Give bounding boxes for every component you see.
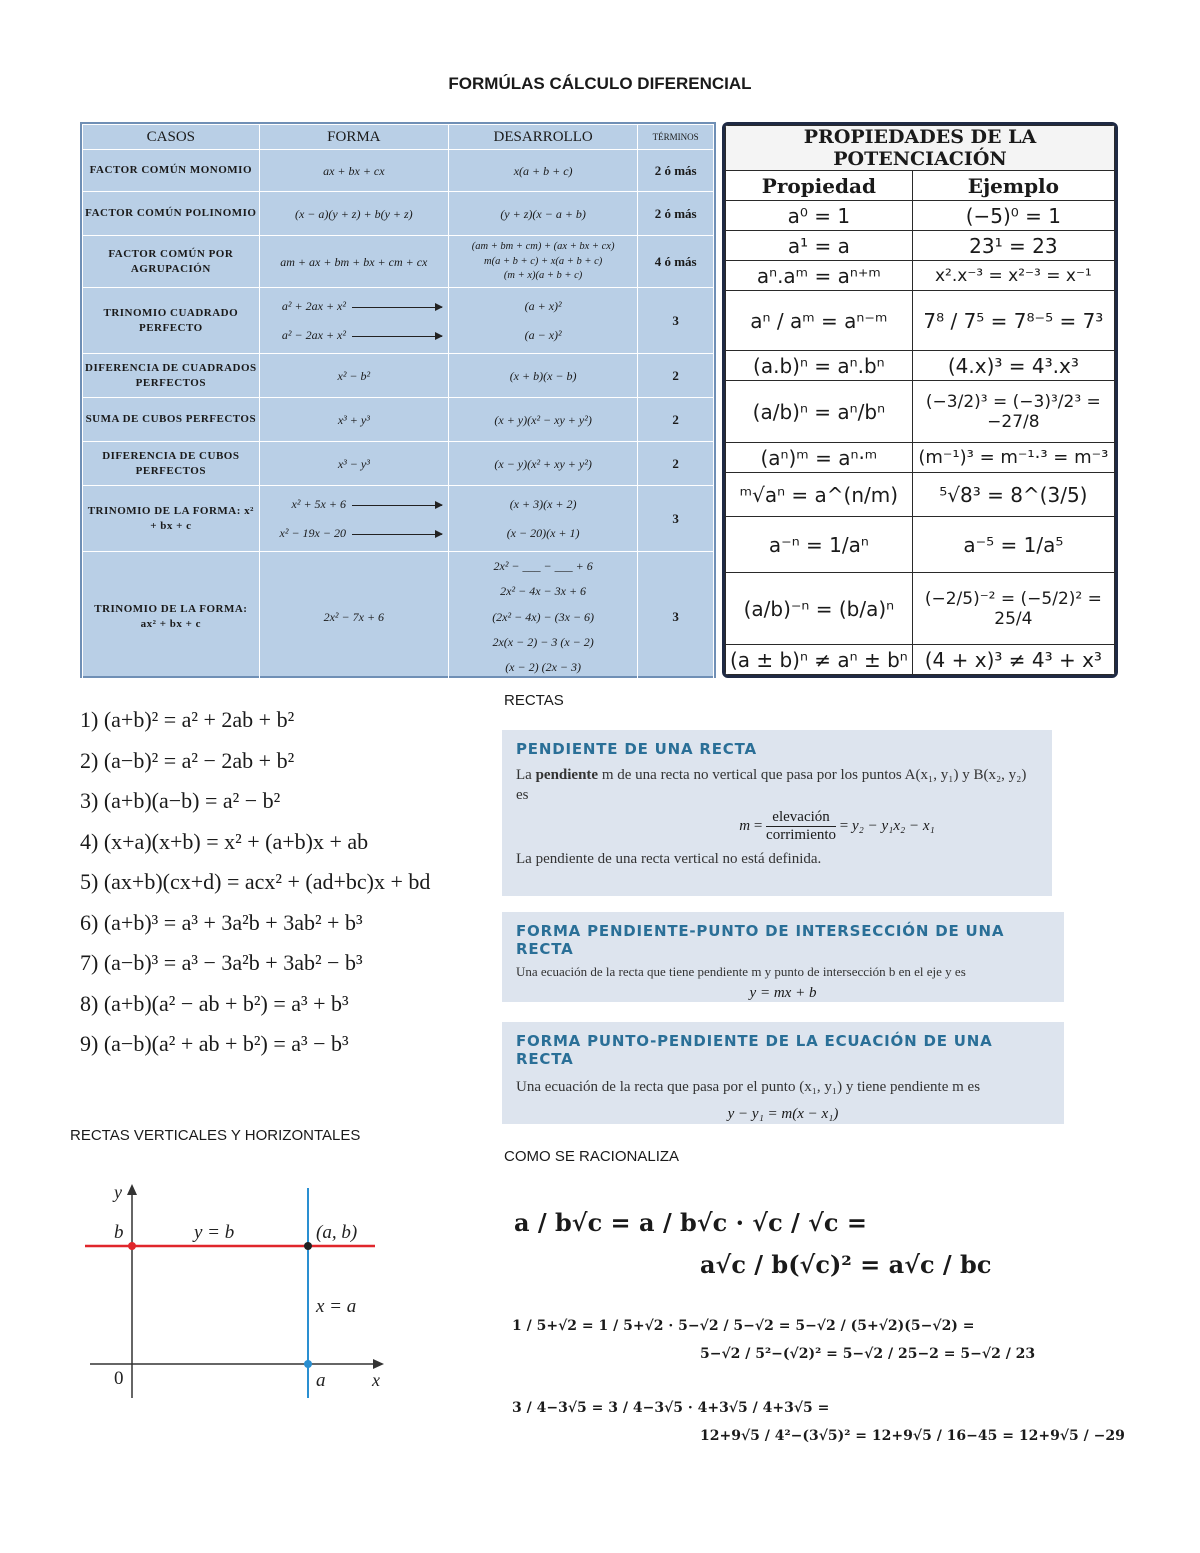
rac-step: a / b√c · √c / √c [639, 1208, 839, 1237]
desarrollo-line: (x + 3)(x + 2) [509, 496, 577, 511]
arrow-icon [352, 307, 442, 308]
y-arrow-icon [127, 1184, 137, 1195]
ejemplo-cell: x².x⁻³ = x²⁻³ = x⁻¹ [912, 261, 1114, 291]
identity-item: 9) (a−b)(a² + ab + b²) = a³ − b³ [80, 1031, 349, 1056]
propiedad-cell: aⁿ.aᵐ = aⁿ⁺ᵐ [726, 261, 913, 291]
racionaliza-line-1: a / b√c = a / b√c · √c / √c = [514, 1208, 868, 1237]
terminos-cell: 3 [638, 288, 714, 354]
terminos-cell: 2 [638, 442, 714, 486]
rac-step: a / b√c [514, 1208, 603, 1237]
terminos-cell: 3 [638, 486, 714, 552]
propiedad-cell: (a ± b)ⁿ ≠ aⁿ ± bⁿ [726, 645, 913, 675]
caso-cell: FACTOR COMÚN POLINOMIO [83, 192, 260, 236]
desarrollo-cell: (x − y)(x² + xy + y²) [494, 456, 592, 471]
interseccion-eq: y = mx + b [749, 984, 817, 1001]
forma-cell: ax + bx + cx [323, 163, 385, 178]
caso-cell: DIFERENCIA DE CUADRADOS PERFECTOS [83, 354, 260, 398]
ejemplo-cell: 7⁸ / 7⁵ = 7⁸⁻⁵ = 7³ [912, 291, 1114, 351]
desarrollo-line: (am + bm + cm) + (ax + bx + cx) [471, 241, 615, 253]
pendiente-bold: pendiente [535, 767, 599, 783]
forma-line: a² + 2ax + x² [281, 298, 346, 313]
forma-cell: x³ − y³ [337, 456, 370, 471]
desarrollo-line: (a + x)² [524, 298, 562, 313]
rac-step: a√c / b(√c)² [700, 1250, 852, 1279]
caso-cell: TRINOMIO CUADRADO PERFECTO [83, 288, 260, 354]
forma-line: x² + 5x + 6 [291, 496, 346, 511]
a-label: a [316, 1370, 326, 1391]
ab-point [304, 1242, 312, 1250]
horizontal-eq: y = b [194, 1222, 235, 1243]
terminos-cell: 2 [638, 398, 714, 442]
desarrollo-line: (x − 20)(x + 1) [506, 525, 580, 540]
propiedad-cell: a⁻ⁿ = 1/aⁿ [726, 517, 913, 573]
desarrollo-cell: x(a + b + c) [513, 163, 573, 178]
b-label: b [114, 1222, 124, 1243]
rac-step: a√c / bc [888, 1250, 992, 1279]
pendiente-text [516, 766, 1038, 805]
desarrollo-line: m(a + b + c) + x(a + b + c) [484, 255, 603, 267]
punto-pendiente-eq: y − y₁ = m(x − x₁) [727, 1105, 839, 1122]
propiedad-cell: (a/b)⁻ⁿ = (b/a)ⁿ [726, 573, 913, 645]
lines-graph [80, 1180, 400, 1410]
rac-step: 1 / 5+√2 · 5−√2 / 5−√2 [598, 1318, 774, 1334]
identities-list [80, 700, 430, 1065]
desarrollo-line: (a − x)² [524, 327, 562, 342]
ejemplo-cell: (m⁻¹)³ = m⁻¹·³ = m⁻³ [912, 443, 1114, 473]
forma-line: a² − 2ax + x² [281, 327, 346, 342]
propiedad-cell: (a/b)ⁿ = aⁿ/bⁿ [726, 381, 913, 443]
caso-cell: FACTOR COMÚN POR AGRUPACIÓN [83, 236, 260, 288]
rac-step: 5−√2 / 25−2 [842, 1346, 939, 1362]
caso-cell: TRINOMIO DE LA FORMA: ax² + bx + c [83, 552, 260, 683]
identity-item: 4) (x+a)(x+b) = x² + (a+b)x + ab [80, 828, 369, 854]
rac-step: 12+9√5 / −29 [1018, 1428, 1125, 1444]
header-forma: FORMA [259, 125, 448, 150]
identity-item: 3) (a+b)(a−b) = a² − b² [80, 788, 281, 813]
terminos-cell: 4 ó más [638, 236, 714, 288]
caso-cell: TRINOMIO DE LA FORMA: x² + bx + c [83, 486, 260, 552]
forma-cell: (x − a)(y + z) + b(y + z) [294, 206, 413, 221]
ejemplo-cell: (−2/5)⁻² = (−5/2)² = 25/4 [912, 573, 1114, 645]
ejemplo-cell: (4 + x)³ ≠ 4³ + x³ [912, 645, 1114, 675]
desarrollo-line: (m + x)(a + b + c) [503, 269, 583, 281]
x-arrow-icon [373, 1359, 384, 1369]
punto-pendiente-heading: FORMA PUNTO-PENDIENTE DE LA ECUACIÓN DE UNA RECTA [516, 1032, 993, 1068]
header-ejemplo: Ejemplo [912, 171, 1114, 201]
rac-step: 12+9√5 / 16−45 [871, 1428, 998, 1444]
caso-cell: FACTOR COMÚN MONOMIO [83, 150, 260, 192]
pendiente-text-start: La [516, 767, 536, 783]
propiedad-cell: a¹ = a [726, 231, 913, 261]
pendiente-note: La pendiente de una recta vertical no está definida. [516, 851, 822, 867]
desarrollo-line: (2x² − 4x) − (3x − 6) [492, 609, 595, 624]
racionaliza-line-2b: 5−√2 / 5²−(√2)² = 5−√2 / 25−2 = 5−√2 / 23 [700, 1346, 1036, 1362]
ejemplo-cell: (−5)⁰ = 1 [912, 201, 1114, 231]
pendiente-text-end: m de una recta no vertical que pasa por los puntos A(x₁, y₁) y B(x₂, y₂) es [516, 767, 1027, 803]
vertical-eq: x = a [316, 1296, 357, 1317]
pendiente-formula: m = $\frac{\text{elevación}}{\text{corrimiento}}$ = y₂ − y₁x₂ − x₁ [739, 809, 935, 843]
racionaliza-line-2: 1 / 5+√2 = 1 / 5+√2 · 5−√2 / 5−√2 = 5−√2 / (5+√2)(5−√2) = [512, 1318, 975, 1334]
rac-step: 5−√2 / (5+√2)(5−√2) [795, 1318, 958, 1334]
rac-step: 3 / 4−3√5 [512, 1400, 587, 1416]
rac-step: 3 / 4−3√5 · 4+3√5 / 4+3√5 [608, 1400, 813, 1416]
racionaliza-line-3b: 12+9√5 / 4²−(3√5)² = 12+9√5 / 16−45 = 12+9√5 / −29 [700, 1428, 1125, 1444]
ejemplo-cell: (−3/2)³ = (−3)³/2³ = −27/8 [912, 381, 1114, 443]
a-point [304, 1360, 312, 1368]
racionaliza-line-3: 3 / 4−3√5 = 3 / 4−3√5 · 4+3√5 / 4+3√5 = [512, 1400, 830, 1416]
identity-item: 8) (a+b)(a² − ab + b²) = a³ + b³ [80, 990, 349, 1016]
rac-step: 1 / 5+√2 [512, 1318, 578, 1334]
forma-cell: am + ax + bm + bx + cm + cx [280, 254, 428, 269]
delta-x: x₂ − x₁ [893, 818, 935, 834]
m-symbol: m [739, 817, 751, 834]
y-axis-label: y [114, 1182, 122, 1202]
terminos-cell: 2 ó más [638, 150, 714, 192]
corrimiento: corrimiento [766, 827, 837, 843]
forma-line: x² − 19x − 20 [279, 525, 346, 540]
interseccion-text: Una ecuación de la recta que tiene pendiente m y punto de intersección b en el eje y es [516, 964, 966, 979]
caso-cell: SUMA DE CUBOS PERFECTOS [83, 398, 260, 442]
powers-table-title: PROPIEDADES DE LA POTENCIACIÓN [726, 126, 1115, 171]
interseccion-box [502, 912, 1064, 1002]
identity-item: 2) (a−b)² = a² − 2ab + b² [80, 747, 295, 773]
punto-pendiente-box [502, 1022, 1064, 1124]
desarrollo-line: (x − 2) (2x − 3) [505, 660, 582, 674]
header-terminos: TÉRMINOS [638, 125, 714, 150]
page-title: FORMÚLAS CÁLCULO DIFERENCIAL [448, 74, 752, 93]
factoring-table [80, 122, 716, 678]
desarrollo-cell: (x + y)(x² − xy + y²) [494, 412, 592, 427]
terminos-cell: 2 [638, 354, 714, 398]
arrow-icon [352, 336, 442, 337]
ejemplo-cell: a⁻⁵ = 1/a⁵ [912, 517, 1114, 573]
identity-item: 1) (a+b)² = a² + 2ab + b² [80, 707, 295, 732]
delta-y: y₂ − y₁ [852, 818, 894, 834]
propiedad-cell: aⁿ / aᵐ = aⁿ⁻ᵐ [726, 291, 913, 351]
pendiente-heading: PENDIENTE DE UNA RECTA [516, 740, 757, 758]
propiedad-cell: ᵐ√aⁿ = a^(n/m) [726, 473, 913, 517]
forma-cell: x³ + y³ [337, 412, 370, 427]
point-label: (a, b) [316, 1222, 358, 1243]
desarrollo-line: 2x(x − 2) − 3 (x − 2) [492, 634, 594, 649]
header-desarrollo: DESARROLLO [448, 125, 637, 150]
ejemplo-cell: 23¹ = 23 [912, 231, 1114, 261]
rac-step: 12+9√5 / 4²−(3√5)² [700, 1428, 851, 1444]
header-casos: CASOS [83, 125, 260, 150]
b-point [128, 1242, 136, 1250]
elevacion: elevación [772, 809, 830, 825]
arrow-icon [352, 534, 442, 535]
desarrollo-line: 2x² − 4x − 3x + 6 [500, 584, 587, 599]
rac-step: 5−√2 / 5²−(√2)² [700, 1346, 822, 1362]
punto-pendiente-text: Una ecuación de la recta que pasa por el punto (x₁, y₁) y tiene pendiente m es [516, 1079, 981, 1095]
powers-table [722, 122, 1118, 678]
terminos-cell: 3 [638, 552, 714, 683]
forma-cell: 2x² − 7x + 6 [323, 610, 385, 625]
identity-item: 6) (a+b)³ = a³ + 3a²b + 3ab² + b³ [80, 909, 363, 935]
origin-label: 0 [114, 1368, 124, 1389]
verticales-label: RECTAS VERTICALES Y HORIZONTALES [70, 1127, 361, 1144]
identity-item: 5) (ax+b)(cx+d) = acx² + (ad+bc)x + bd [80, 869, 431, 894]
pendiente-box [502, 730, 1052, 896]
x-axis-label: x [372, 1370, 380, 1390]
caso-cell: DIFERENCIA DE CUBOS PERFECTOS [83, 442, 260, 486]
arrow-icon [352, 505, 442, 506]
desarrollo-line: 2x² − ___ − ___ + 6 [493, 559, 593, 574]
identity-item: 7) (a−b)³ = a³ − 3a²b + 3ab² − b³ [80, 950, 363, 975]
propiedad-cell: (aⁿ)ᵐ = aⁿ·ᵐ [726, 443, 913, 473]
ejemplo-cell: (4.x)³ = 4³.x³ [912, 351, 1114, 381]
header-propiedad: Propiedad [726, 171, 913, 201]
propiedad-cell: a⁰ = 1 [726, 201, 913, 231]
rectas-label: RECTAS [504, 692, 564, 709]
propiedad-cell: (a.b)ⁿ = aⁿ.bⁿ [726, 351, 913, 381]
interseccion-heading: FORMA PENDIENTE-PUNTO DE INTERSECCIÓN DE UNA RECTA [516, 922, 1005, 958]
rac-step: 5−√2 / 23 [960, 1346, 1036, 1362]
desarrollo-cell: (x + b)(x − b) [509, 368, 577, 383]
forma-cell: x² − b² [337, 368, 371, 383]
racionaliza-line-1b: a√c / b(√c)² = a√c / bc [700, 1250, 992, 1279]
terminos-cell: 2 ó más [638, 192, 714, 236]
desarrollo-cell: (y + z)(x − a + b) [500, 206, 586, 221]
ejemplo-cell: ⁵√8³ = 8^(3/5) [912, 473, 1114, 517]
racionaliza-label: COMO SE RACIONALIZA [504, 1148, 680, 1165]
